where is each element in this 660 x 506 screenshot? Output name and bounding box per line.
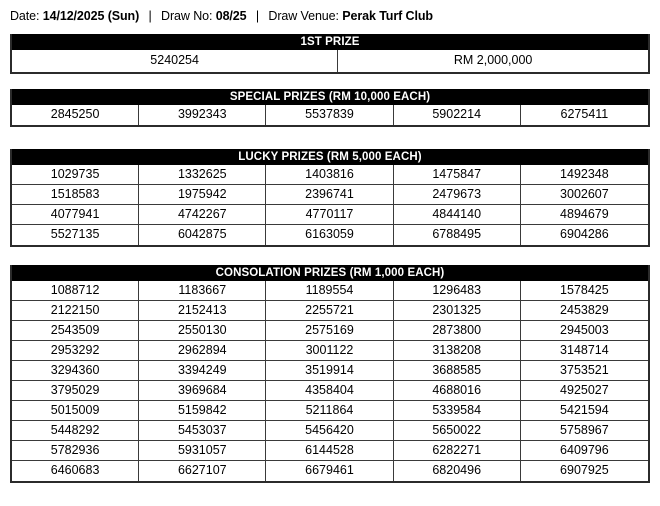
consolation-prize-number: 1296483 [394, 281, 521, 301]
consolation-prize-number: 2575169 [266, 321, 393, 341]
draw-no-label: Draw No: [161, 9, 213, 23]
lucky-prize-number: 4077941 [12, 205, 139, 225]
first-prize-number: 5240254 [12, 50, 338, 72]
special-prizes-grid [12, 105, 648, 125]
consolation-prize-number: 5339584 [394, 401, 521, 421]
lucky-prize-number: 6788495 [394, 225, 521, 245]
consolation-prize-number: 4688016 [394, 381, 521, 401]
draw-info-header [10, 9, 433, 24]
consolation-prize-number: 5758967 [521, 421, 648, 441]
lucky-prize-number: 1332625 [139, 165, 266, 185]
lucky-prize-number: 1403816 [266, 165, 393, 185]
consolation-prize-number: 5448292 [12, 421, 139, 441]
date-value: 14/12/2025 (Sun) [42, 9, 140, 23]
consolation-prize-number: 3138208 [394, 341, 521, 361]
consolation-prize-number: 3148714 [521, 341, 648, 361]
consolation-prize-number: 2152413 [139, 301, 266, 321]
consolation-prize-number: 4925027 [521, 381, 648, 401]
consolation-prize-number: 3753521 [521, 361, 648, 381]
consolation-prize-number: 5782936 [12, 441, 139, 461]
consolation-prize-number: 2962894 [139, 341, 266, 361]
consolation-prize-number: 2122150 [12, 301, 139, 321]
first-prize-row [12, 50, 648, 72]
consolation-prize-number: 3001122 [266, 341, 393, 361]
consolation-prize-number: 1189554 [266, 281, 393, 301]
lucky-prize-number: 6904286 [521, 225, 648, 245]
consolation-prize-number: 6144528 [266, 441, 393, 461]
lucky-prize-number: 2396741 [266, 185, 393, 205]
consolation-prize-number: 1183667 [139, 281, 266, 301]
special-prize-number: 3992343 [139, 105, 266, 125]
special-prizes-table [10, 89, 650, 127]
info-separator-1: | [148, 9, 152, 23]
consolation-prize-number: 3394249 [139, 361, 266, 381]
lucky-prize-number: 5527135 [12, 225, 139, 245]
special-prize-number: 5902214 [394, 105, 521, 125]
consolation-prize-number: 3795029 [12, 381, 139, 401]
lucky-prize-number: 1475847 [394, 165, 521, 185]
consolation-prize-number: 6409796 [521, 441, 648, 461]
first-prize-table [10, 34, 650, 74]
lucky-prize-number: 1492348 [521, 165, 648, 185]
draw-no-value: 08/25 [215, 9, 247, 23]
consolation-prizes-table [10, 265, 650, 483]
special-prize-number: 5537839 [266, 105, 393, 125]
consolation-prize-number: 5159842 [139, 401, 266, 421]
consolation-prize-number: 3519914 [266, 361, 393, 381]
consolation-prize-number: 3969684 [139, 381, 266, 401]
consolation-prize-number: 6460683 [12, 461, 139, 481]
date-label: Date: [10, 9, 40, 23]
consolation-prize-number: 2301325 [394, 301, 521, 321]
lucky-prizes-grid [12, 165, 648, 245]
consolation-prize-number: 6679461 [266, 461, 393, 481]
consolation-prize-number: 6627107 [139, 461, 266, 481]
lucky-prizes-table [10, 149, 650, 247]
lucky-prize-number: 1975942 [139, 185, 266, 205]
consolation-prize-number: 3688585 [394, 361, 521, 381]
draw-venue-value: Perak Turf Club [342, 9, 433, 23]
lucky-prize-number: 4844140 [394, 205, 521, 225]
consolation-prize-number: 5650022 [394, 421, 521, 441]
consolation-prize-number: 2453829 [521, 301, 648, 321]
consolation-prize-number: 6907925 [521, 461, 648, 481]
special-prize-number: 2845250 [12, 105, 139, 125]
consolation-prize-number: 5015009 [12, 401, 139, 421]
first-prize-band: 1ST PRIZE [12, 34, 648, 50]
consolation-prize-number: 2953292 [12, 341, 139, 361]
consolation-prizes-band: CONSOLATION PRIZES (RM 1,000 EACH) [12, 265, 648, 281]
draw-venue-label: Draw Venue: [268, 9, 339, 23]
consolation-prize-number: 2255721 [266, 301, 393, 321]
lucky-prize-number: 4770117 [266, 205, 393, 225]
lucky-prize-number: 6042875 [139, 225, 266, 245]
lucky-prizes-band: LUCKY PRIZES (RM 5,000 EACH) [12, 149, 648, 165]
special-prizes-band: SPECIAL PRIZES (RM 10,000 EACH) [12, 89, 648, 105]
lucky-prize-number: 3002607 [521, 185, 648, 205]
lucky-prize-number: 1518583 [12, 185, 139, 205]
consolation-prize-number: 6282271 [394, 441, 521, 461]
consolation-prize-number: 1578425 [521, 281, 648, 301]
consolation-prize-number: 5931057 [139, 441, 266, 461]
consolation-prize-number: 2550130 [139, 321, 266, 341]
consolation-prize-number: 4358404 [266, 381, 393, 401]
consolation-prize-number: 5421594 [521, 401, 648, 421]
first-prize-amount: RM 2,000,000 [338, 50, 648, 72]
lucky-prize-number: 4742267 [139, 205, 266, 225]
consolation-prize-number: 5211864 [266, 401, 393, 421]
consolation-prize-number: 5456420 [266, 421, 393, 441]
lucky-prize-number: 6163059 [266, 225, 393, 245]
consolation-prize-number: 5453037 [139, 421, 266, 441]
consolation-prize-number: 1088712 [12, 281, 139, 301]
special-prize-number: 6275411 [521, 105, 648, 125]
consolation-prize-number: 2945003 [521, 321, 648, 341]
lucky-prize-number: 2479673 [394, 185, 521, 205]
consolation-prize-number: 2543509 [12, 321, 139, 341]
lucky-prize-number: 4894679 [521, 205, 648, 225]
consolation-prizes-grid [12, 281, 648, 481]
consolation-prize-number: 6820496 [394, 461, 521, 481]
consolation-prize-number: 2873800 [394, 321, 521, 341]
consolation-prize-number: 3294360 [12, 361, 139, 381]
info-separator-2: | [255, 9, 260, 23]
lucky-prize-number: 1029735 [12, 165, 139, 185]
